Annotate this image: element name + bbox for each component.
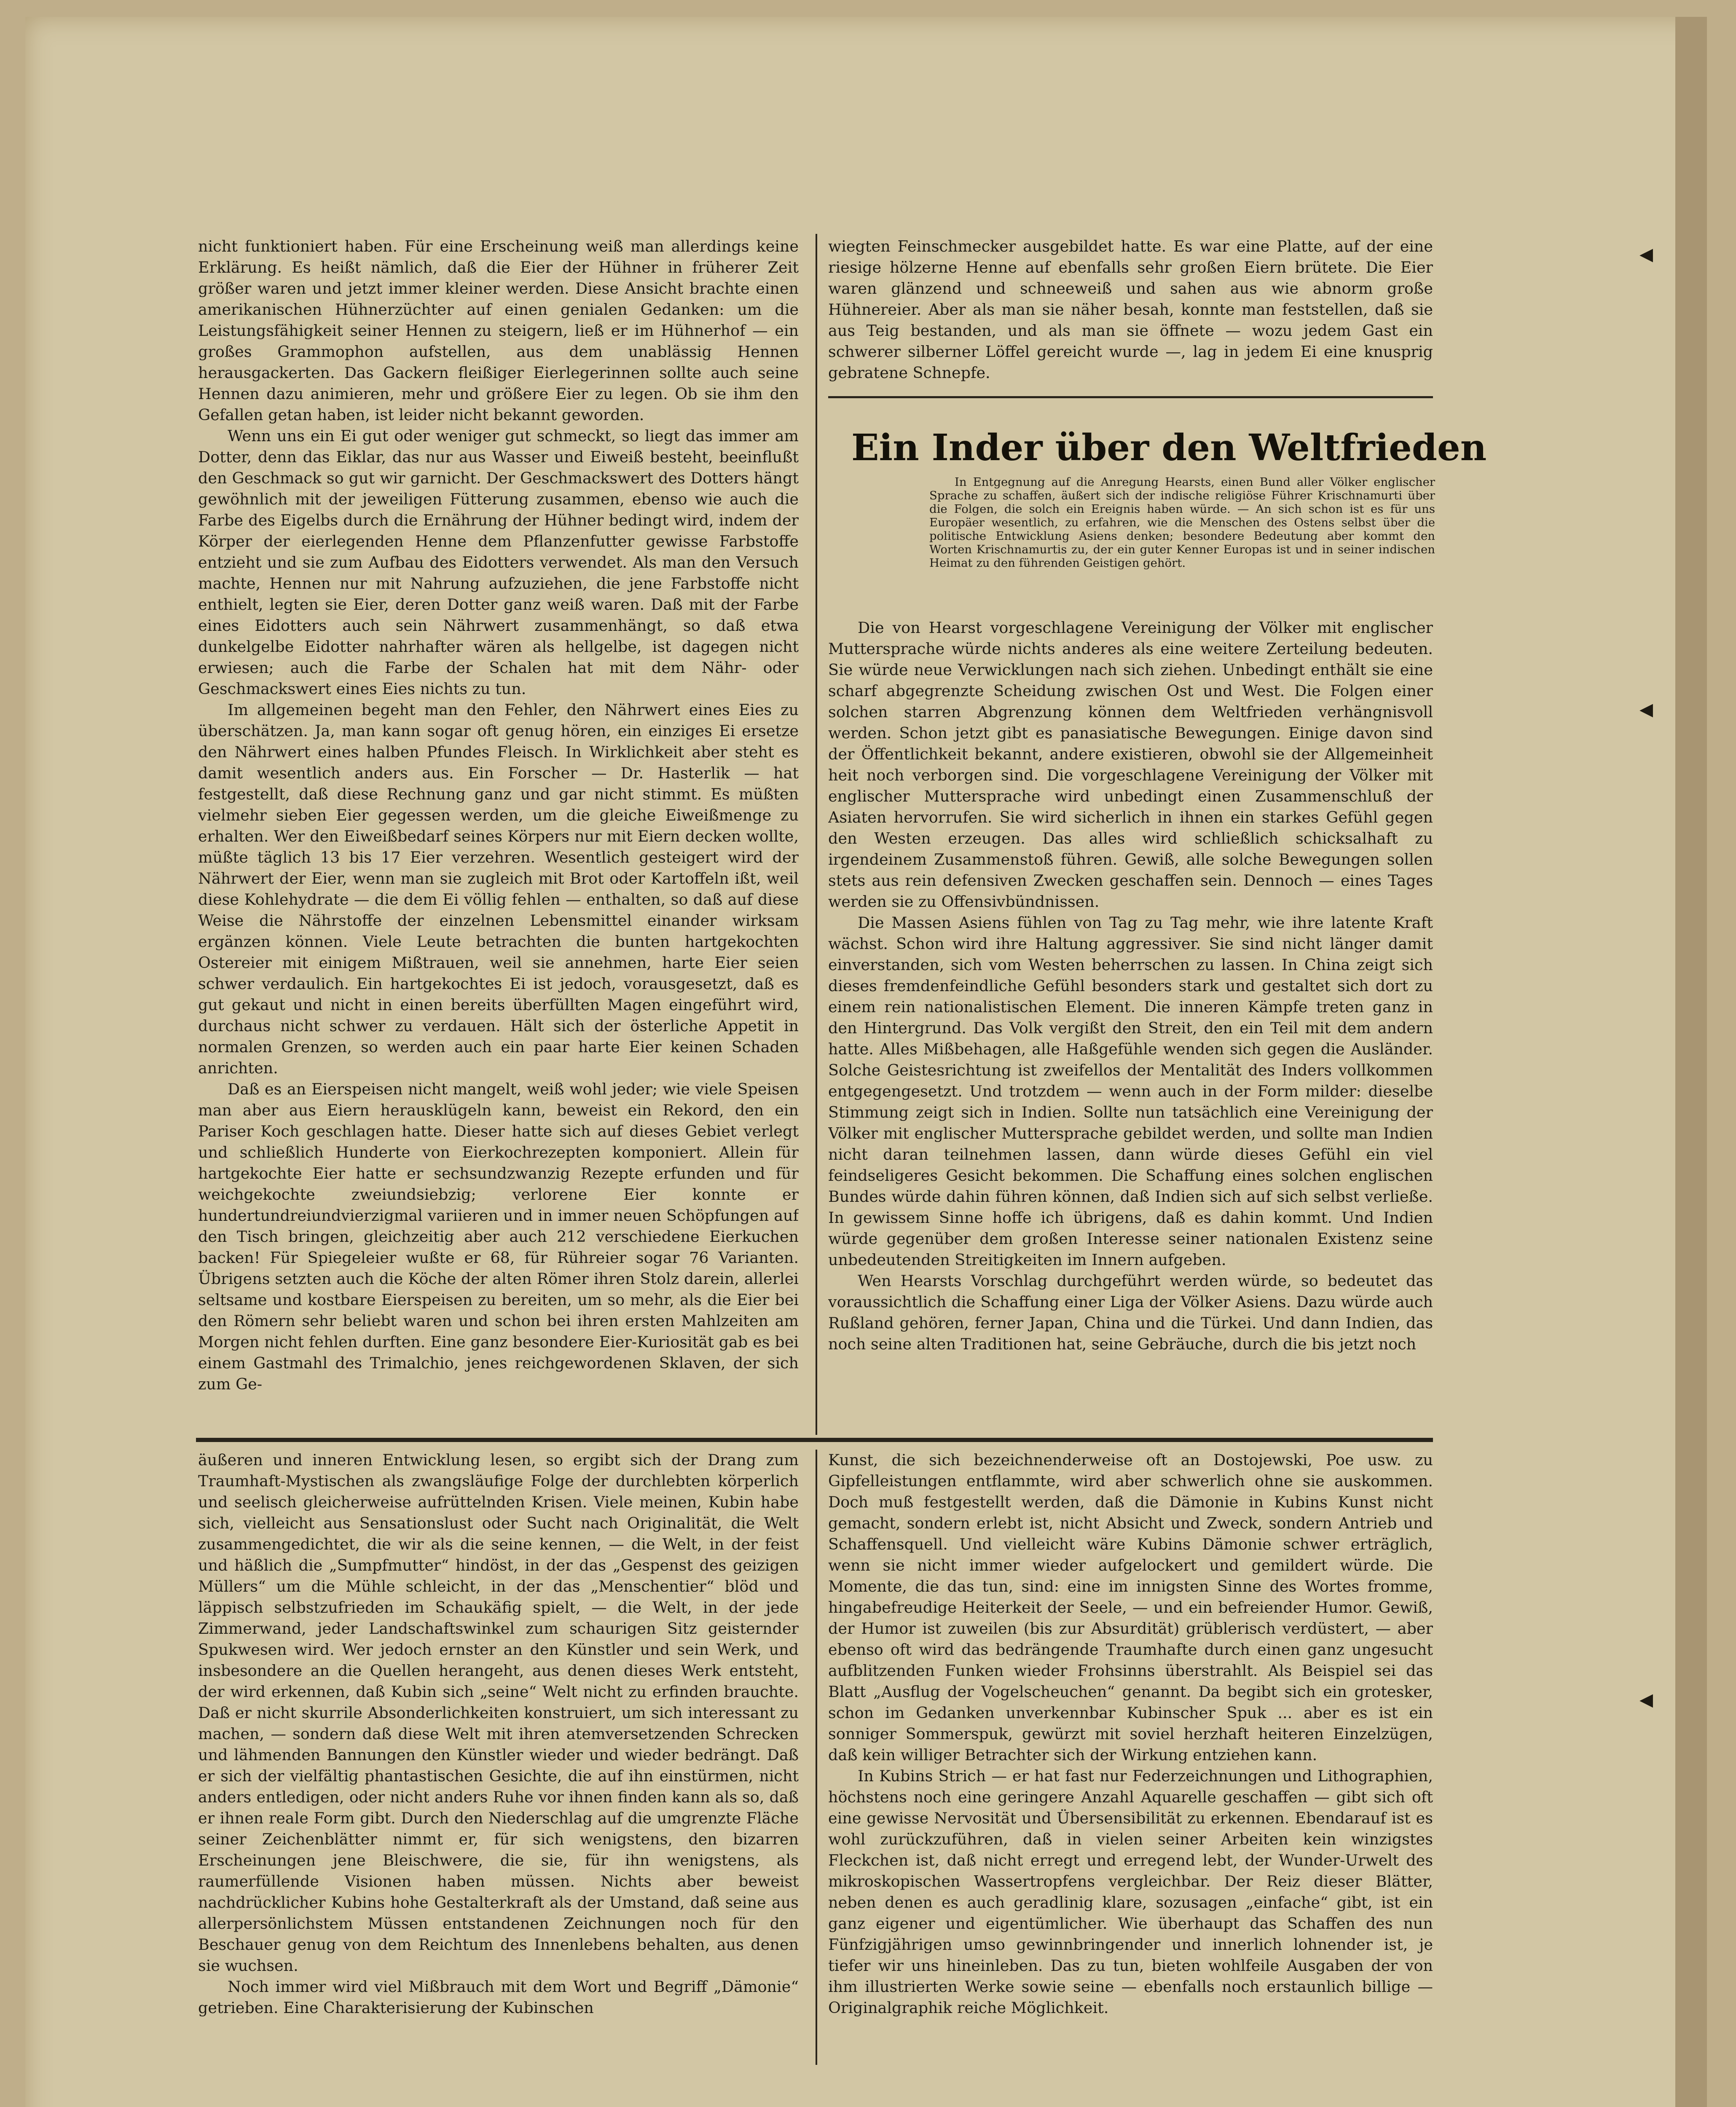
article-inder-body	[828, 617, 1433, 1433]
page-edge	[1675, 17, 1707, 2107]
section-rule	[828, 396, 1433, 398]
paragraph: Kunst, die sich bezeichnenderweise oft an Dostojewski, Poe usw. zu Gipfelleistungen entflammte, wird aber schwerlich ohne sie auskommen. Doch muß festgestellt werden, daß die Dämonie in Kubins Kunst nicht gemacht, sondern erlebt ist, nicht Absicht und Zweck, sondern Antrieb und Schaffensquell. Und vielleicht wäre Kubins Dämonie schwer erträglich, wenn sie nicht immer wieder aufgelockert und gemildert würde. Die Momente, die das tun, sind: eine im innigsten Sinne des Wortes fromme, hingabefreudige Heiterkeit der Seele, — und ein befreiender Humor. Gewiß, der Humor ist zuweilen (bis zur Absurdität) grüblerisch verdüstert, — aber ebenso oft wird das bedrängende Traumhafte durch einen ganz ungesucht aufblitzenden Funken wieder Frohsinns überstrahlt. Als Beispiel sei das Blatt „Ausflug der Vogelscheuchen“ genannt. Da begibt sich ein grotesker, schon im Gedanken unverkennbar Kubinscher Spuk ... aber es ist ein sonniger Sommerspuk, gewürzt mit soviel herzhaft heiteren Einzelzügen, daß kein williger Betrachter sich der Wirkung entziehen kann.	[828, 1451, 1433, 1764]
paragraph: In Kubins Strich — er hat fast nur Federzeichnungen und Lithographien, höchstens noch eine geringere Anzahl Aquarelle geschaffen — gibt sich oft eine gewisse Nervosität und Übersensibilität zu erkennen. Ebendarauf ist es wohl zurückzuführen, daß in vielen seiner Arbeiten kein winzigstes Fleckchen ist, daß nicht erregt und erregend lebt, der Wunder-Urwelt des mikroskopischen Wassertropfens vergleichbar. Der Reiz dieser Blätter, neben denen es auch geradlinig klare, sozusagen „einfache“ gibt, ist ein ganz eigener und eigentümlicher. Wie überhaupt das Schaffen des nun Fünfzigjährigen umso gewinnbringender und innerlich lohnender ist, je tiefer wir uns hineinleben. Das zu tun, bieten wohlfeile Ausgaben der von ihm illustrierten Werke sowie seine — ebenfalls noch erstaunlich billige — Originalgraphik reiche Möglichkeit.	[828, 1767, 1433, 2017]
article-eggs-column	[198, 236, 799, 1433]
paragraph: Die von Hearst vorgeschlagene Vereinigung der Völker mit englischer Muttersprache würde nichts anderes als eine weitere Zerteilung bedeuten. Sie würde neue Verwicklungen nach sich ziehen. Unbedingt enthält sie eine scharf abgegrenzte Scheidung zwischen Ost und West. Die Folgen einer solchen starren Abgrenzung können dem Weltfrieden verhängnisvoll werden. Schon jetzt gibt es panasiatische Bewegungen. Einige davon sind der Öffentlichkeit bekannt, andere existieren, obwohl sie der Allgemeinheit heit noch verborgen sind. Die vorgeschlagene Vereinigung der Völker mit englischer Muttersprache wird unbedingt einen Zusammenschluß der Asiaten hervorrufen. Sie wird sicherlich in ihnen ein starkes Gefühl gegen den Westen erzeugen. Das alles wird schließlich schicksalhaft zu irgendeinem Zusammenstoß führen. Gewiß, alle solche Bewegungen sollen stets aus rein defensiven Zwecken geschaffen sein. Dennoch — eines Tages werden sie zu Offensivbündnissen.	[828, 619, 1433, 911]
paragraph: äußeren und inneren Entwicklung lesen, so ergibt sich der Drang zum Traumhaft-Mystischen als zwangsläufige Folge der durchlebten körperlich und seelisch gleicherweise aufrüttelnden Krisen. Viele meinen, Kubin habe sich, vielleicht aus Sensationslust oder Sucht nach Originalität, die Welt zusammengedichtet, die wir als die seine kennen, — die Welt, in der feist und häßlich die „Sumpfmutter“ hindöst, in der das „Gespenst des geizigen Müllers“ um die Mühle schleicht, in der das „Menschentier“ blöd und läppisch selbstzufrieden im Schaukäfig spielt, — die Welt, in der jede Zimmerwand, jeder Landschaftswinkel zum schaurigen Sitz geisternder Spukwesen wird. Wer jedoch ernster an den Künstler und sein Werk, und insbesondere an die Quellen herangeht, aus denen dieses Werk entsteht, der wird erkennen, daß Kubin sich „seine“ Welt nicht zu erfinden brauchte. Daß er nicht skurrile Absonderlichkeiten konstruiert, um sich interessant zu machen, — sondern daß diese Welt mit ihren atemversetzenden Schrecken und lähmenden Bannungen den Künstler wieder und wieder bedrängt. Daß er sich der vielfältig phantastischen Gesichte, die auf ihn einstürmen, nicht anders entledigen, oder nicht anders Ruhe vor ihnen finden kann als so, daß er ihnen reale Form gibt. Durch den Niederschlag auf die umgrenzte Fläche seiner Zeichenblätter nimmt er, für sich wenigstens, den bizarren Erscheinungen jene Bleischwere, die sie, für ihn wenigstens, als raumerfüllende Visionen haben müssen. Nichts aber beweist nachdrücklicher Kubins hohe Gestalterkraft als der Umstand, daß seine aus allerpersönlichstem Müssen entstandenen Zeichnungen noch für den Beschauer genug von dem Reichtum des Innenlebens behalten, aus denen sie wuchsen.	[198, 1451, 799, 1975]
paragraph: Daß es an Eierspeisen nicht mangelt, weiß wohl jeder; wie viele Speisen man aber aus Eiern herausklügeln kann, beweist ein Rekord, den ein Pariser Koch geschlagen hatte. Dieser hatte sich auf dieses Gebiet verlegt und schließlich Hunderte von Eierkochrezepten komponiert. Allein für hartgekochte Eier hatte er sechsundzwanzig Rezepte erfunden und für weichgekochte zweiundsiebzig; verlorene Eier konnte er hundertundreiundvierzigmal variieren und in immer neuen Schöpfungen auf den Tisch bringen, gleichzeitig aber auch 212 verschiedene Eierkuchen backen! Für Spiegeleier wußte er 68, für Rühreier sogar 76 Varianten. Übrigens setzten auch die Köche der alten Römer ihren Stolz darein, allerlei seltsame und kostbare Eierspeisen zu bereiten, um so mehr, als die Eier bei den Römern sehr beliebt waren und schon bei ihren ersten Mahlzeiten am Morgen nicht fehlen durften. Eine ganz besondere Eier-Kuriosität gab es bei einem Gastmahl des Trimalchio, jenes reichgewordenen Sklaven, der sich zum Ge-	[198, 1080, 799, 1393]
column-rule	[816, 234, 817, 1435]
punch-mark-icon: ◂	[1639, 693, 1653, 724]
punch-mark-icon: ◂	[1639, 1683, 1653, 1715]
column-rule	[816, 1450, 817, 2065]
paragraph: Wen Hearsts Vorschlag durchgeführt werden würde, so bedeutet das voraussichtlich die Schaffung einer Liga der Völker Asiens. Dazu würde auch Rußland gehören, ferner Japan, China und die Türkei. Und dann Indien, das noch seine alten Traditionen hat, seine Gebräuche, durch die bis jetzt noch	[828, 1272, 1433, 1353]
punch-mark-icon: ◂	[1639, 238, 1653, 269]
article-eggs-continuation	[828, 236, 1433, 383]
article-intro	[929, 475, 1435, 635]
paragraph: Wenn uns ein Ei gut oder weniger gut schmeckt, so liegt das immer am Dotter, denn das Eiklar, das nur aus Wasser und Eiweiß besteht, beeinflußt den Geschmack so gut wir garnicht. Der Geschmackswert des Dotters hängt gewöhnlich mit der jeweiligen Fütterung zusammen, ebenso wie auch die Farbe des Eigelbs durch die Ernährung der Hühner bedingt wird, indem der Körper der eierlegenden Henne dem Pflanzenfutter gewisse Farbstoffe entzieht und sie zum Aufbau des Eidotters verwendet. Als man den Versuch machte, Hennen nur mit Nahrung aufzuziehen, die jene Farbstoffe nicht enthielt, legten sie Eier, deren Dotter ganz weiß waren. Daß mit der Farbe eines Eidotters auch sein Nährwert zusammenhängt, so daß etwa dunkelgelbe Eidotter nahrhafter wären als hellgelbe, ist dagegen nicht erwiesen; auch die Farbe der Schalen hat mit dem Nähr- oder Geschmackswert eines Eies nichts zu tun.	[198, 427, 799, 698]
paragraph: Noch immer wird viel Mißbrauch mit dem Wort und Begriff „Dämonie“ getrieben. Eine Charakterisierung der Kubinschen	[198, 1978, 799, 2017]
paragraph: Die Massen Asiens fühlen von Tag zu Tag mehr, wie ihre latente Kraft wächst. Schon wird ihre Haltung aggressiver. Sie sind nicht länger damit einverstanden, sich vom Westen beherrschen zu lassen. In China zeigt sich dieses fremdenfeindliche Gefühl besonders stark und gestaltet sich dort zu einem rein nationalistischen Element. Die inneren Kämpfe treten ganz in den Hintergrund. Das Volk vergißt den Streit, den ein Teil mit dem andern hatte. Alles Mißbehagen, alle Haßgefühle wenden sich gegen die Ausländer. Solche Geistesrichtung ist zweifellos der Mentalität des Inders vollkommen entgegengesetzt. Und trotzdem — wenn auch in der Form milder: dieselbe Stimmung zeigt sich in Indien. Sollte nun tatsächlich eine Vereinigung der Völker mit englischer Muttersprache gebildet werden, und sollte man Indien nicht daran teilnehmen lassen, dann würde dieses Gefühl ein viel feindseligeres Gesicht bekommen. Die Schaffung eines solchen englischen Bundes würde dahin führen können, daß Indien sich auf sich selbst verließe. In gewissem Sinne hoffe ich übrigens, daß es dahin kommt. Und Indien würde gegenüber dem großen Interesse seiner nationalen Existenz seine unbedeutenden Streitigkeiten im Innern aufgeben.	[828, 914, 1433, 1269]
intro-text: In Entgegnung auf die Anregung Hearsts, einen Bund aller Völker englischer Sprache zu schaffen, äußert sich der indische religiöse Führer Krischnamurti über die Folgen, die solch ein Ereignis haben würde. — An sich schon ist es für uns Europäer wesentlich, zu erfahren, wie die Menschen des Ostens selbst über die politische Entwicklung Asiens denken; besondere Bedeutung aber kommt den Worten Krischnamurtis zu, der ein guter Kenner Europas ist und in seiner indischen Heimat zu den führenden Geistigen gehört.	[929, 475, 1435, 570]
page-divider	[196, 1438, 1433, 1442]
article-kubin-left	[198, 1450, 799, 2065]
paragraph: nicht funktioniert haben. Für eine Erscheinung weiß man allerdings keine Erklärung. Es heißt nämlich, daß die Eier der Hühner in früherer Zeit größer waren und jetzt immer kleiner werden. Diese Ansicht brachte einen amerikanischen Hühnerzüchter auf einen genialen Gedanken: um die Leistungsfähigkeit seiner Hennen zu steigern, ließ er im Hühnerhof — ein großes Grammophon aufstellen, aus dem unablässig Hennen herausgackerten. Das Gackern fleißiger Eierlegerinnen sollte auch seine Hennen dazu animieren, mehr und größere Eier zu legen. Ob sie ihm den Gefallen getan haben, ist leider nicht bekannt geworden.	[198, 237, 799, 424]
paragraph: wiegten Feinschmecker ausgebildet hatte. Es war eine Platte, auf der eine riesige hölzerne Henne auf ebenfalls sehr großen Eiern brütete. Die Eier waren glänzend und schneeweiß und sahen aus wie abnorm große Hühnereier. Aber als man sie näher besah, konnte man feststellen, daß sie aus Teig bestanden, und als man sie öffnete — wozu jedem Gast ein schwerer silberner Löffel gereicht wurde —, lag in jedem Ei eine knusprig gebratene Schnepfe.	[828, 237, 1433, 382]
article-kubin-right	[828, 1450, 1433, 2065]
headline-inder: Ein Inder über den Weltfrieden	[851, 426, 1487, 469]
paragraph: Im allgemeinen begeht man den Fehler, den Nährwert eines Eies zu überschätzen. Ja, man kann sogar oft genug hören, ein einziges Ei ersetze den Nährwert eines halben Pfundes Fleisch. In Wirklichkeit aber steht es damit wesentlich anders aus. Ein Forscher — Dr. Hasterlik — hat festgestellt, daß diese Rechnung ganz und gar nicht stimmt. Es müßten vielmehr sieben Eier gegessen werden, um die gleiche Eiweißmenge zu erhalten. Wer den Eiweißbedarf seines Körpers nur mit Eiern decken wollte, müßte täglich 13 bis 17 Eier verzehren. Wesentlich gesteigert wird der Nährwert der Eier, wenn man sie zugleich mit Brot oder Kartoffeln ißt, weil diese Kohlehydrate — die dem Ei völlig fehlen — enthalten, so daß auf diese Weise die Nährstoffe der einzelnen Lebensmittel einander wirksam ergänzen können. Viele Leute betrachten die bunten hartgekochten Ostereier mit einigem Mißtrauen, weil sie annehmen, harte Eier seien schwer verdaulich. Ein hartgekochtes Ei ist jedoch, vorausgesetzt, daß es gut gekaut und nicht in einen bereits überfüllten Magen eingeführt wird, durchaus nicht schwer zu verdauen. Hält sich der österliche Appetit in normalen Grenzen, so werden auch ein paar harte Eier keinen Schaden anrichten.	[198, 701, 799, 1077]
